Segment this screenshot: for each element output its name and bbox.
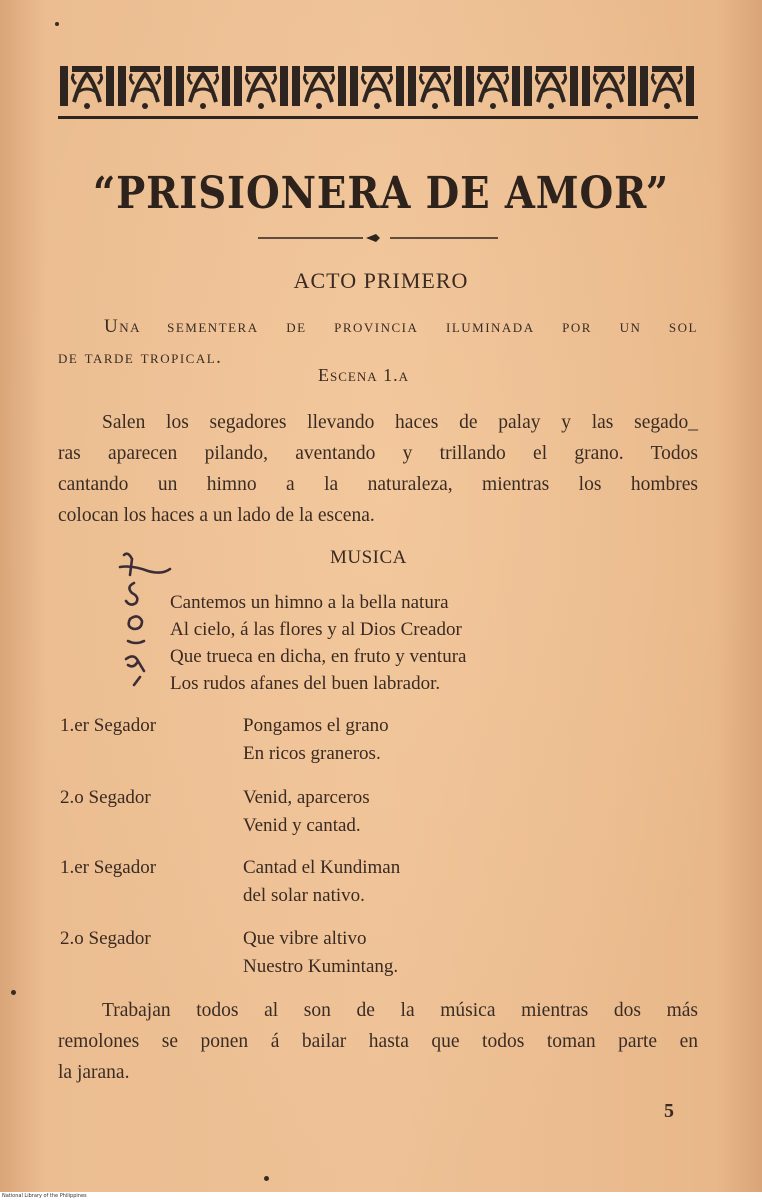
verse-line: Cantemos un himno a la bella natura	[170, 592, 449, 613]
ornamental-border	[58, 62, 698, 124]
stage-direction-line-4: colocan los haces a un lado de la escena.	[58, 505, 375, 526]
song-verse	[170, 589, 466, 697]
dialogue-lines	[243, 784, 370, 840]
setting-line-1: sementera de provincia iluminada por un sol	[167, 316, 698, 337]
dialogue-line: Nuestro Kumintang.	[243, 956, 399, 977]
speaker-name: 1.er Segador	[60, 857, 157, 878]
musica-heading: MUSICA	[330, 547, 407, 568]
verse-line: Al cielo, á las flores y al Dios Creador	[170, 619, 462, 640]
play-title: “PRISIONERA DE AMOR”	[93, 168, 669, 219]
dialogue-lines	[243, 925, 398, 981]
setting-line-2: de tarde tropical.	[58, 347, 223, 368]
dialogue-line: Que vibre altivo	[243, 928, 367, 949]
verse-line: Que trueca en dicha, en fruto y ventura	[170, 646, 467, 667]
scene-heading: Escena 1.a	[318, 365, 410, 385]
dialogue-line: Pongamos el grano	[243, 715, 389, 736]
speaker-name: 1.er Segador	[60, 715, 157, 736]
dialogue-line: Venid, aparceros	[243, 787, 370, 808]
dialogue-lines	[243, 712, 389, 768]
closing-line-3: la jarana.	[58, 1062, 130, 1083]
stage-direction-line-1: Salen los segadores llevando haces de palay y las segado_	[102, 412, 698, 433]
act-heading: ACTO PRIMERO	[293, 268, 469, 293]
speaker-name: 2.o Segador	[60, 928, 151, 949]
paper-speck	[55, 22, 59, 26]
closing-line-1: Trabajan todos al son de la música mientras dos más	[102, 1000, 698, 1021]
paper-speck	[11, 990, 16, 995]
stage-direction-line-3: cantando un himno a la naturaleza, mientras los hombres	[58, 474, 698, 495]
setting-paragraph	[58, 311, 698, 373]
setting-lead: Una	[104, 316, 141, 337]
handwritten-catalog-number	[104, 547, 174, 687]
closing-line-2: remolones se ponen á bailar hasta que todos toman parte en	[58, 1031, 698, 1052]
paper-speck	[264, 1176, 269, 1181]
stage-direction-line-2: ras aparecen pilando, aventando y trillando el grano. Todos	[58, 443, 698, 464]
verse-line: Los rudos afanes del buen labrador.	[170, 673, 441, 694]
dialogue-line: En ricos graneros.	[243, 743, 381, 764]
closing-direction	[58, 995, 698, 1088]
dialogue-line: Venid y cantad.	[243, 815, 361, 836]
page-number: 5	[664, 1100, 674, 1122]
dialogue-lines	[243, 854, 400, 910]
title-divider	[258, 232, 498, 244]
dialogue-line: Cantad el Kundiman	[243, 857, 401, 878]
stage-direction	[58, 407, 698, 531]
dialogue-line: del solar nativo.	[243, 885, 365, 906]
library-credit: National Library of the Philippines	[0, 1192, 762, 1200]
speaker-name: 2.o Segador	[60, 787, 151, 808]
